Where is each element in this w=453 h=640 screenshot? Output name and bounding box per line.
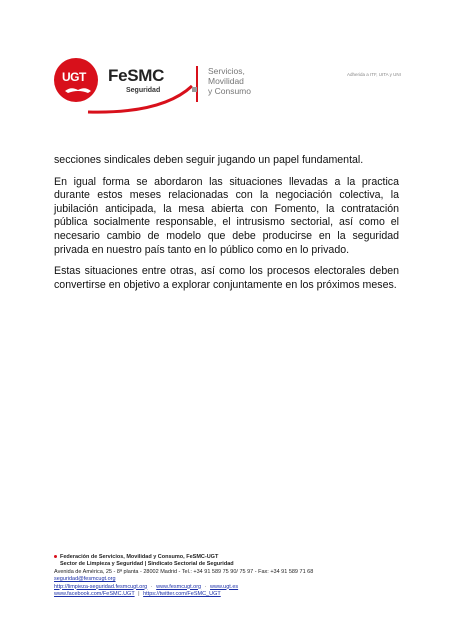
fesmc-logo-text: FeSMC xyxy=(108,66,165,85)
separator: · xyxy=(150,583,153,590)
red-bullet-icon xyxy=(54,555,57,558)
footer-sector: Sector de Limpieza y Seguridad | Sindicato Sectorial de Seguridad xyxy=(60,561,234,568)
ugt-logo-text: UGT xyxy=(62,70,86,84)
footer-web-links xyxy=(54,584,414,591)
facebook-link[interactable]: www.facebook.com/FeSMC.UGT xyxy=(54,591,135,598)
services-line: Servicios, xyxy=(208,66,245,76)
seguridad-logo-text: Seguridad xyxy=(126,87,161,94)
paragraph: secciones sindicales deben seguir jugando un papel fundamental. xyxy=(54,154,364,166)
paragraph: En igual forma se abordaron las situaciones llevadas a la practica durante estos meses relacionadas con la negociación colectiva, la jubilación anticipada, la mesa abierta con Fomento, la contratación pública socialmente responsable, el intrusismo sectorial, así como el necesario cambio de modelo que debe producirse en la seguridad privada en nuestro país tanto en lo público como en lo privado. xyxy=(54,175,399,256)
email-link[interactable]: seguridad@fesmcugt.org xyxy=(54,576,116,583)
affiliation-note: Adherida a ITF, UITA y UNI xyxy=(347,72,401,77)
handshake-icon xyxy=(64,85,92,95)
logo-divider xyxy=(196,66,198,102)
services-square-icon xyxy=(192,87,197,92)
footer-federation-line xyxy=(54,554,414,561)
footer xyxy=(54,554,414,598)
services-line: y Consumo xyxy=(208,86,251,96)
separator: | xyxy=(138,591,140,598)
web-link-ugt[interactable]: www.ugt.es xyxy=(210,583,239,590)
web-link-limpieza-seguridad[interactable]: http://limpieza-seguridad.fesmcugt.org xyxy=(54,583,148,590)
footer-social-links xyxy=(54,591,414,598)
letterhead xyxy=(52,52,412,112)
twitter-link[interactable]: https://twitter.com/FeSMC_UGT xyxy=(143,591,221,598)
federation-name: Federación de Servicios, Movilidad y Consumo, FeSMC-UGT xyxy=(60,554,219,560)
paragraph: Estas situaciones entre otras, así como los procesos electorales deben convertirse en objetivo a explorar conjuntamente en los próximos meses. xyxy=(54,265,399,291)
separator: · xyxy=(204,583,207,590)
footer-address: Avenida de América, 25 - 8ª planta - 28002 Madrid - Tel.: +34 91 589 75 90/ 75 97 - Fax: +34 91 589 71 68 xyxy=(54,568,314,575)
services-label xyxy=(208,66,251,96)
ugt-logo-badge xyxy=(54,58,98,102)
services-line: Movilidad xyxy=(208,76,244,86)
document-body xyxy=(54,154,399,300)
web-link-fesmcugt[interactable]: www.fesmcugt.org xyxy=(156,583,202,590)
